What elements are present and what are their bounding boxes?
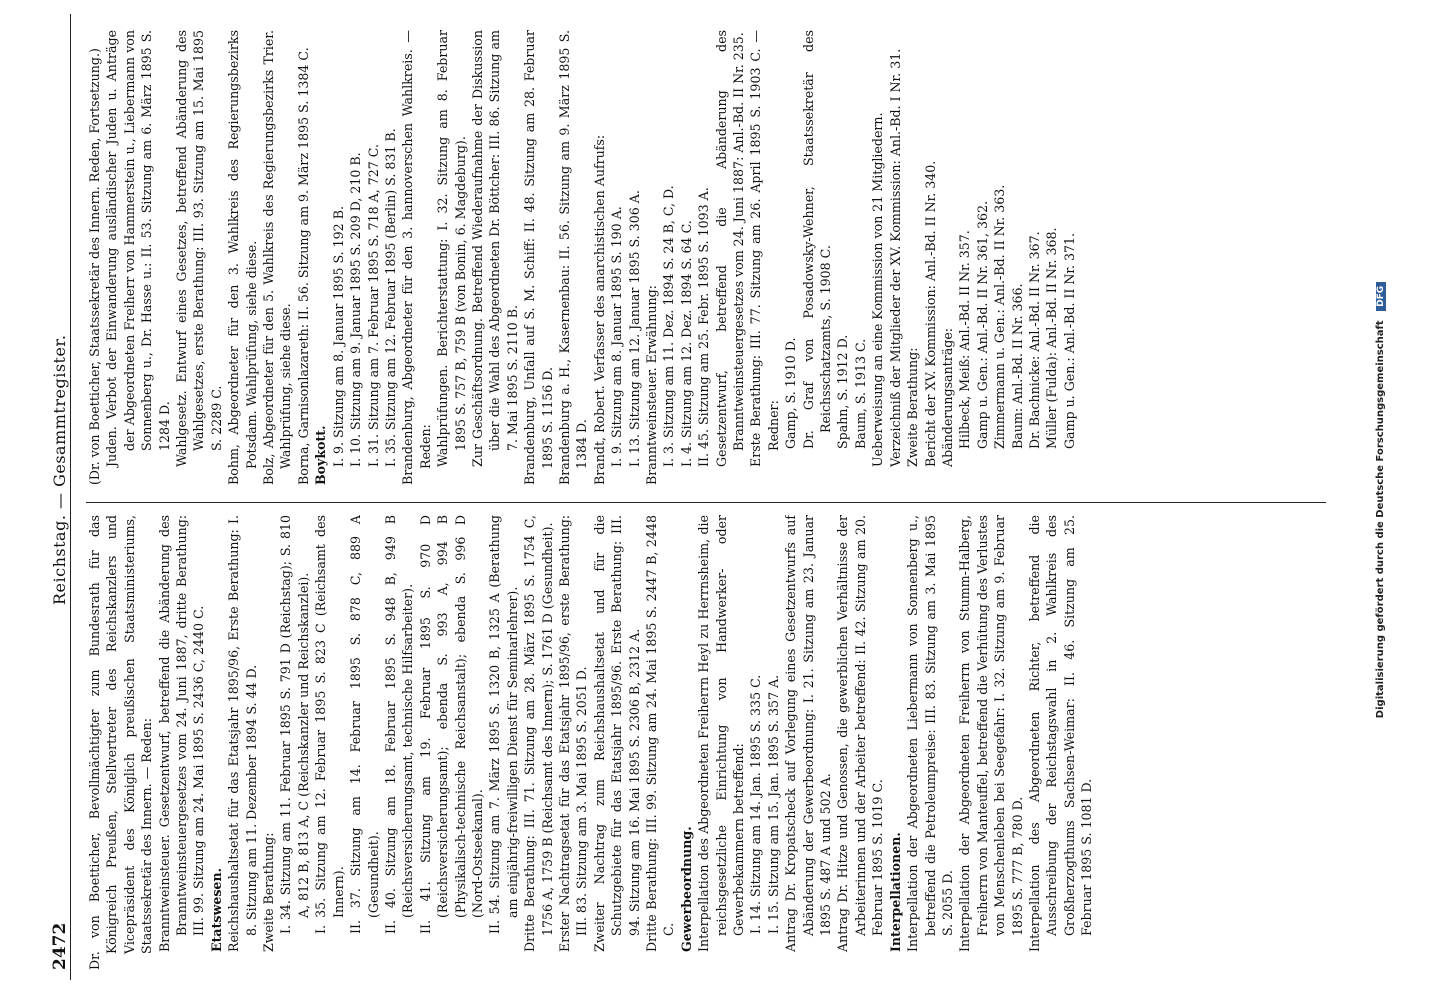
right-column xyxy=(86,30,1341,485)
index-entry: I. 15. Sitzung am 15. Jan. 1895 S. 357 A. xyxy=(765,674,781,934)
digitization-note xyxy=(1375,0,1386,1000)
index-entry: I. 31. Sitzung am 7. Februar 1895 S. 718 A, 727 C. xyxy=(365,144,381,467)
header-rule xyxy=(70,14,71,980)
index-entry: I. 35. Sitzung am 12. Februar 1895 (Berlin) S. 831 B. xyxy=(382,128,398,467)
index-entry: Gamp, S. 1910 D. xyxy=(783,337,799,449)
index-entry: Bericht der XV. Kommission: Anl.-Bd. II Nr. 340. xyxy=(922,160,938,467)
index-entry: I. 9. Sitzung am 8. Januar 1895 S. 192 B. xyxy=(330,206,346,467)
index-entry: Interpellation der Abgeordneten Freiherrn von Stumm-Halberg, Freiherrn von Manteuffel, betreffend die Verhütung des Verlustes von Menschenleben bei Seegefahr: I. 32. Sitzung am 9. Februar 1895 S. 777 B, 780 D. xyxy=(957,515,1025,952)
index-entry: Juden. Verbot der Einwanderung ausländischer Juden u. Anträge der Abgeordneten Freiherr von Hammerstein u., Liebermann von Sonnenberg u., Dr. Hasse u.: II. 53. Sitzung am 6. März 1895 S. 1284 D. xyxy=(104,30,172,467)
index-entry: Müller (Fulda): Anl.-Bd. II Nr. 368. xyxy=(1044,227,1060,449)
index-entry: Erster Nachtragsetat für das Etatsjahr 1895/96, erste Berathung: III. 83. Sitzung am 3. Mai 1895 S. 2051 D. xyxy=(556,515,590,952)
index-entry: Abänderungsanträge: xyxy=(939,327,955,467)
dfg-badge: DFG xyxy=(1376,282,1386,311)
index-entry: Antrag Dr. Hitze und Genossen, die gewerblichen Verhältnisse der Arbeiterinnen und der Arbeiter betreffend: II. 42. Sitzung am 20. Februar 1895 S. 1019 C. xyxy=(835,515,886,952)
page-header xyxy=(0,0,86,1000)
index-entry: Borna, Garnisonlazareth: II. 56. Sitzung am 9. März 1895 S. 1384 C. xyxy=(295,47,311,485)
index-entry: Verzeichniß der Mitglieder der XV. Kommission: Anl.-Bd. I Nr. 31. xyxy=(887,48,903,467)
index-entry: Gesetzentwurf, betreffend die Abänderung des Branntweinsteuergesetzes vom 24. Juni 1887: Anl.-Bd. II Nr. 235. xyxy=(713,30,747,467)
index-entry: Gewerbeordnung. xyxy=(678,826,694,952)
index-entry: Etatswesen. xyxy=(208,868,224,952)
index-entry: Zur Geschäftsordnung. Betreffend Wiederaufnahme der Diskussion über die Wahl des Abgeordneten Dr. Böttcher: III. 86. Sitzung am 7. Mai 1895 S. 2110 B. xyxy=(469,30,520,467)
index-entry: Hilbeck, Meiß: Anl.-Bd. II Nr. 357. xyxy=(957,230,973,449)
index-entry: Branntweinsteuer. Gesetzentwurf, betreffend die Abänderung des Branntweinsteuergesetzes vom 24. Juni 1887, dritte Berathung: III. 99. Sitzung am 24. Mai 1895 S. 2436 C, 2440 C. xyxy=(156,515,207,952)
index-entry: I. 10. Sitzung am 9. Januar 1895 S. 209 D, 210 B. xyxy=(348,152,364,467)
index-entry: Zimmermann u. Gen.: Anl.-Bd. II Nr. 363. xyxy=(992,184,1008,449)
index-entry: Reichshaushaltsetat für das Etatsjahr 1895/96, Erste Berathung: I. 8. Sitzung am 11. Dezember 1894 S. 44 D. xyxy=(226,515,259,952)
index-entry: Interpellation des Abgeordneten Richter, betreffend die Ausschreibung der Reichstagswahl in 2. Wahlkreis des Großherzogthums Sachsen-Weimar: II. 46. Sitzung am 25. Februar 1895 S. 1081 D. xyxy=(1026,515,1095,952)
index-entry: Dr. Bachnicke: Anl.-Bd. II Nr. 367. xyxy=(1026,231,1042,449)
index-entry: I. 3. Sitzung am 11. Dez. 1894 S. 24 B, C, D. xyxy=(661,185,677,467)
index-entry: I. 34. Sitzung am 11. Februar 1895 S. 791 D (Reichstag); S. 810 A, 812 B, 813 A, C (Reichskanzler und Reichskanzlei). xyxy=(278,515,311,934)
index-entry: I. 35. Sitzung am 12. Februar 1895 S. 823 C (Reichsamt des Innern). xyxy=(313,515,346,934)
index-entry: Ueberweisung an eine Kommission von 21 Mitgliedern. xyxy=(870,112,886,467)
index-entry: I. 9. Sitzung am 8. Januar 1895 S. 190 A. xyxy=(609,206,625,467)
index-entry: Brandenburg, Abgeordneter für den 3. hannoverschen Wahlkreis. — Reden: xyxy=(400,30,433,485)
index-entry: Interpellation der Abgeordneten Liebermann von Sonnenberg u., betreffend die Petroleumpreise: III. 83. Sitzung am 3. Mai 1895 S. 2055 D. xyxy=(905,515,955,952)
page-number: 2472 xyxy=(50,922,70,970)
index-entry: (Dr. von Boetticher, Staatssekretär des Innern. Reden, Fortsetzung.) xyxy=(87,48,102,485)
index-entry: II. 45. Sitzung am 25. Febr. 1895 S. 1093 A. xyxy=(696,187,712,467)
index-entry: I. 4. Sitzung am 12. Dez. 1894 S. 64 C. xyxy=(678,220,694,467)
index-entry: Zweite Berathung: xyxy=(261,832,277,952)
index-entry: Erste Berathung: III. 77. Sitzung am 26. April 1895 S. 1903 C. — Redner: xyxy=(748,30,781,467)
index-entry: Brandt, Robert. Verfasser des anarchistischen Aufrufs: xyxy=(591,134,607,485)
index-entry: Interpellation des Abgeordneten Freiherrn Heyl zu Herrnsheim, die reichsgesetzliche Einrichtung von Handwerker- oder Gewerbekammern betreffend: xyxy=(696,515,747,952)
index-entry: II. 40. Sitzung am 18. Februar 1895 S. 948 B, 949 B (Reichsversicherungsamt, technische Hilfsarbeiter). xyxy=(382,515,416,934)
index-entry: Dritte Berathung: III. 99. Sitzung am 24. Mai 1895 S. 2447 B, 2448 C. xyxy=(644,515,677,952)
index-entry: I. 14. Sitzung am 14. Jan. 1895 S. 335 C. xyxy=(748,674,764,934)
index-entry: Brandenburg, Unfall auf S. M. Schiff: II. 48. Sitzung am 28. Februar 1895 S. 1156 D. xyxy=(522,30,555,485)
column-divider xyxy=(86,502,1326,503)
index-entry: Zweiter Nachtrag zum Reichshaushaltsetat und für die Schutzgebiete für das Etatsjahr 1895/96. Erste Berathung: III. 94. Sitzung am 16. Mai 1895 S. 2306 B, 2312 A. xyxy=(591,515,642,952)
index-entry: II. 54. Sitzung am 7. März 1895 S. 1320 B, 1325 A (Berathung am einjährig-freiwilligen Dienst für Seminarlehrer). xyxy=(487,515,520,934)
index-entry: I. 13. Sitzung am 12. Januar 1895 S. 306 A. xyxy=(626,190,642,467)
index-entry: Boykott. xyxy=(313,425,329,485)
index-entry: Antrag Dr. Kropatscheck auf Vorlegung eines Gesetzentwurfs auf Abänderung der Gewerbeordnung: I. 21. Sitzung am 23. Januar 1895 S. 487 A und 502 A. xyxy=(783,515,834,952)
index-entry: Gamp u. Gen.: Anl.-Bd. II Nr. 361, 362. xyxy=(974,200,990,449)
index-entry: Wahlgesetz. Entwurf eines Gesetzes, betreffend Abänderung des Wahlgesetzes, erste Berathung: III. 93. Sitzung am 15. Mai 1895 S. 2289 C. xyxy=(174,30,224,467)
index-entry: Branntweinsteuer. Erwähnung: xyxy=(644,285,659,485)
index-entry: Baum: Anl.-Bd. II Nr. 366. xyxy=(1009,283,1025,449)
digitization-note-text: Digitalisierung gefördert durch die Deutsche Forschungsgemeinschaft xyxy=(1375,320,1386,719)
index-entry: Bolz, Abgeordneter für den 5. Wahlkreis des Regierungsbezirks Trier. Wahlprüfung, siehe diese. xyxy=(261,30,294,485)
index-entry: Wahlprüfungen. Berichterstattung: I. 32. Sitzung am 8. Februar 1895 S. 757 B, 759 B (von Bonin, 6. Magdeburg). xyxy=(435,30,468,467)
left-column xyxy=(86,515,1341,970)
index-entry: Brandenburg a. H., Kasernenbau: II. 56. Sitzung am 9. März 1895 S. 1384 D. xyxy=(556,30,590,485)
index-entry: Interpellationen. xyxy=(887,832,903,952)
index-entry: Dritte Berathung: III. 71. Sitzung am 28. März 1895 S. 1754 C, 1756 A, 1759 B (Reichsamt des Innern); S. 1761 D (Gesundheit). xyxy=(522,515,555,952)
index-entry: Spahn, S. 1912 D. xyxy=(835,334,851,449)
index-entry: Dr. Graf von Posadowsky-Wehner, Staatssekretär des Reichsschatzamts, S. 1908 C. xyxy=(800,30,834,449)
index-entry: II. 37. Sitzung am 14. Februar 1895 S. 878 C, 889 A (Gesundheit). xyxy=(348,515,381,934)
index-entry: Baum, S. 1913 C. xyxy=(852,338,868,449)
index-entry: Gamp u. Gen.: Anl.-Bd. II Nr. 371. xyxy=(1061,232,1077,449)
index-entry: Bohm, Abgeordneter für den 3. Wahlkreis des Regierungsbezirks Potsdam. Wahlprüfung, siehe diese. xyxy=(226,30,259,485)
index-entry: II. 41. Sitzung am 19. Februar 1895 S. 970 D (Reichsversicherungsamt); ebenda S. 993 A, 994 B (Physikalisch-technische Reichsanstalt); ebenda S. 996 D (Nord-Ostseekanal). xyxy=(417,515,485,934)
index-entry: Zweite Berathung: xyxy=(905,347,921,467)
running-title: Reichstag. — Gesammtregister. xyxy=(50,334,69,605)
index-entry: Dr. von Boetticher, Bevollmächtigter zum Bundesrath für das Königreich Preußen, Stellvertreter des Reichskanzlers und Vicepräsident des Königlich preußischen Staatsministeriums, Staatssekretär des Innern. — Reden: xyxy=(87,515,155,970)
